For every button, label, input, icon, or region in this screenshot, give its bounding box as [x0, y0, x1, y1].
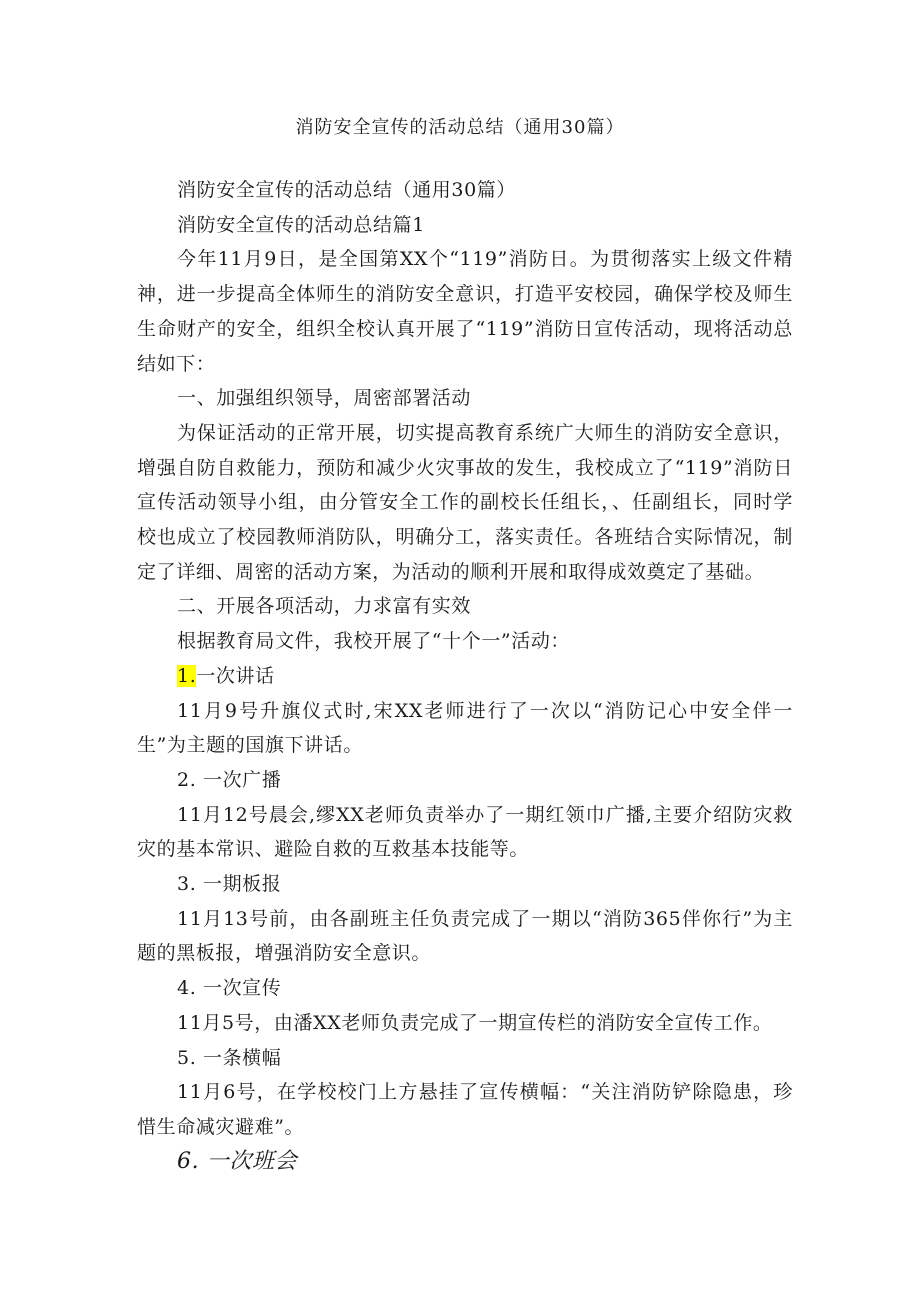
paragraph: 为保证活动的正常开展，切实提高教育系统广大师生的消防安全意识，增强自防自救能力，预防和减少火灾事故的发生，我校成立了“119”消防日宣传活动领导小组，由分管安全工作的副校长任组长，、任副组长，同时学校也成立了校园教师消防队，明确分工，落实责任。各班结合实际情况，制定了详细、周密的活动方案，为活动的顺利开展和取得成效奠定了基础。: [137, 421, 793, 583]
section-heading: 消防安全宣传的活动总结篇1: [177, 213, 425, 236]
paragraph: 消防安全宣传的活动总结（通用30篇）: [177, 179, 516, 201]
list-item-heading: 3. 一期板报: [177, 873, 282, 896]
section-heading: 一、加强组织领导，周密部署活动: [177, 387, 472, 410]
paragraph: 11月12号晨会,缪XX老师负责举办了一期红领巾广播,主要介绍防灾救灾的基本常识、避险自救的互救基本技能等。: [137, 803, 793, 861]
list-item-heading: 6. 一次班会: [177, 1148, 298, 1174]
document-body: [137, 173, 793, 1179]
section-heading: 二、开展各项活动，力求富有实效: [177, 595, 472, 618]
highlighted-number: 1.: [177, 664, 197, 687]
list-item-heading: 5. 一条横幅: [177, 1046, 282, 1069]
paragraph: 11月9号升旗仪式时,宋XX老师进行了一次以“消防记心中安全伴一生”为主题的国旗下讲话。: [137, 699, 793, 757]
list-item-label: 一次讲话: [196, 664, 275, 687]
paragraph: 11月5号，由潘XX老师负责完成了一期宣传栏的消防安全宣传工作。: [177, 1011, 773, 1034]
paragraph: 11月13号前，由各副班主任负责完成了一期以“消防365伴你行”为主题的黑板报，增强消防安全意识。: [137, 907, 793, 965]
list-item-heading: 2. 一次广播: [177, 768, 282, 791]
paragraph: 今年11月9日，是全国第XX个“119”消防日。为贯彻落实上级文件精神，进一步提高全体师生的消防安全意识，打造平安校园，确保学校及师生生命财产的安全，组织全校认真开展了“119”消防日宣传活动，现将活动总结如下：: [137, 248, 793, 375]
list-item-heading: [137, 659, 793, 694]
document-title: 消防安全宣传的活动总结（通用30篇）: [295, 117, 625, 138]
paragraph: 根据教育局文件，我校开展了“十个一”活动：: [177, 630, 571, 653]
list-item-heading: 4. 一次宣传: [177, 977, 282, 1000]
paragraph: 11月6号，在学校校门上方悬挂了宣传横幅：“关注消防铲除隐患，珍惜生命减灾避难”。: [137, 1081, 793, 1138]
